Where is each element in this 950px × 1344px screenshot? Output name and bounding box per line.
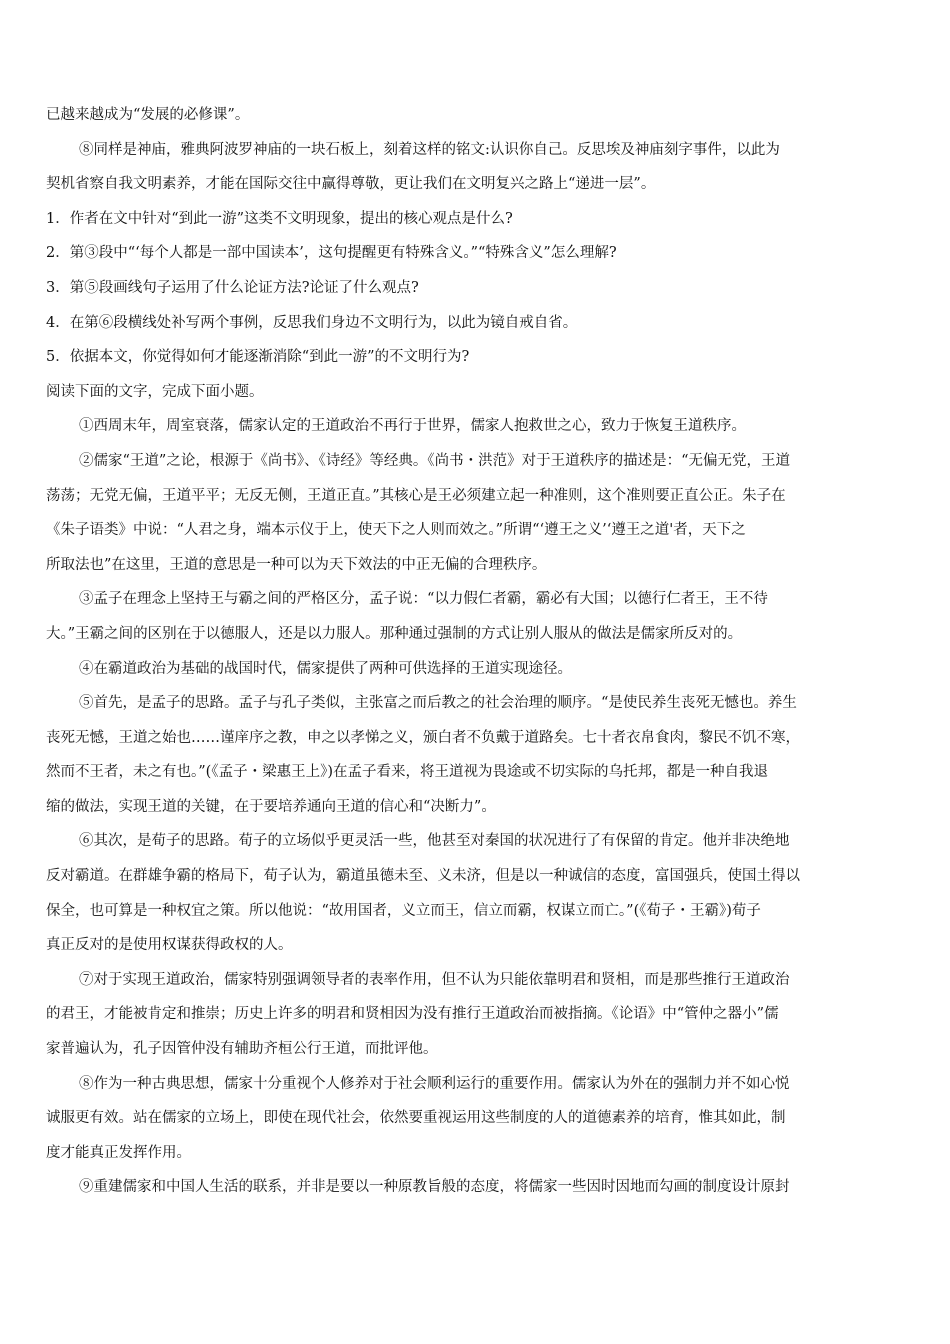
question-4: 4．在第⑥段横线处补写两个事例，反思我们身边不文明行为，以此为镜自戒自省。 (46, 314, 578, 331)
passage-paragraph-2-line-3: 《朱子语类》中说：“人君之身，端本示仪于上，使天下之人则而效之。”所谓“‘遵王之义’‘遵王之道'者，天下之 (46, 522, 746, 539)
paragraph-8-start: ⑧同样是神庙，雅典阿波罗神庙的一块石板上，刻着这样的铭文:认识你自己。反思埃及神庙刻字事件，以此为 (79, 141, 780, 158)
text-line-continuation: 已越来越成为“发展的必修课”。 (46, 107, 250, 123)
passage-paragraph-2-line-4: 所取法也”在这里，王道的意思是一种可以为天下效法的中正无偏的合理秩序。 (46, 556, 547, 573)
passage-paragraph-2-line-2: 荡荡；无党无偏，王道平平；无反无侧，王道正直。”其核心是王必须建立起一种准则，这个准则要正直公正。朱子在 (46, 487, 786, 504)
passage-paragraph-7-start: ⑦对于实现王道政治，儒家特别强调领导者的表率作用，但不认为只能依靠明君和贤相，而是那些推行王道政治 (79, 971, 790, 988)
passage-paragraph-7-line-2: 的君王，才能被肯定和推崇；历史上许多的明君和贤相因为没有推行王道政治而被指摘。《论语》中“管仲之器小”儒 (46, 1006, 779, 1023)
passage-paragraph-3-start: ③孟子在理念上坚持王与霸之间的严格区分，孟子说：“以力假仁者霸，霸必有大国；以德行仁者王，王不待 (79, 591, 768, 608)
passage-paragraph-1: ①西周末年，周室衰落，儒家认定的王道政治不再行于世界，儒家人抱救世之心，致力于恢复王道秩序。 (79, 418, 746, 435)
passage-paragraph-5-line-3: 然而不王者，未之有也。”(《孟子・梁惠王上》)在孟子看来，将王道视为畏途或不切实际的乌托邦，都是一种自我退 (46, 764, 768, 781)
passage-paragraph-2-start: ②儒家“王道”之论，根源于《尚书》、《诗经》等经典。《尚书・洪范》对于王道秩序的描述是：“无偏无党，王道 (79, 452, 790, 469)
passage-paragraph-5-line-4: 缩的做法，实现王道的关键，在于要培养通向王道的信心和“决断力”。 (46, 798, 496, 815)
passage-paragraph-5-line-2: 丧死无憾，王道之始也……谨庠序之教，申之以孝悌之义，颁白者不负戴于道路矣。七十者衣帛食肉，黎民不饥不寒， (46, 729, 800, 746)
passage-paragraph-6-line-3: 保全，也可算是一种权宜之策。所以他说：“故用国者，义立而王，信立而霸，权谋立而亡。”(《荀子・王霸》)荀子 (46, 902, 761, 919)
passage-paragraph-7-line-3: 家普遍认为，孔子因管仲没有辅助齐桓公行王道，而批评他。 (46, 1041, 438, 1058)
passage-paragraph-6-line-2: 反对霸道。在群雄争霸的格局下，荀子认为，霸道虽德未至、义未济，但是以一种诚信的态度，富国强兵，使国土得以 (46, 868, 800, 885)
question-5: 5．依据本文，你觉得如何才能逐渐消除“到此一游”的不文明行为? (46, 349, 470, 366)
passage-paragraph-8-line-2: 诚服更有效。站在儒家的立场上，即使在现代社会，依然要重视运用这些制度的人的道德素养的培育，惟其如此，制 (46, 1110, 786, 1127)
question-1: 1．作者在文中针对“到此一游”这类不文明现象，提出的核心观点是什么? (46, 210, 513, 227)
passage-paragraph-3-line-2: 大。”王霸之间的区别在于以德服人，还是以力服人。那种通过强制的方式让别人服从的做法是儒家所反对的。 (46, 625, 743, 642)
passage-paragraph-8-line-3: 度才能真正发挥作用。 (46, 1144, 191, 1161)
document-page (46, 98, 904, 1205)
passage-paragraph-4: ④在霸道政治为基础的战国时代，儒家提供了两种可供选择的王道实现途径。 (79, 660, 572, 677)
question-2: 2．第③段中“‘每个人都是一部中国读本’，这句提醒更有特殊含义。”“特殊含义”怎么理解? (46, 245, 617, 262)
passage-paragraph-9-start: ⑨重建儒家和中国人生活的联系，并非是要以一种原教旨般的态度，将儒家一些因时因地而勾画的制度设计原封 (79, 1179, 790, 1196)
passage-paragraph-5-start: ⑤首先，是孟子的思路。孟子与孔子类似，主张富之而后教之的社会治理的顺序。“是使民养生丧死无憾也。养生 (79, 695, 797, 712)
passage-paragraph-6-line-4: 真正反对的是使用权谋获得政权的人。 (46, 937, 293, 954)
paragraph-8-line-2: 契机省察自我文明素养，才能在国际交往中赢得尊敬，更让我们在文明复兴之路上“递进一层”。 (46, 176, 656, 193)
passage-paragraph-6-start: ⑥其次，是荀子的思路。荀子的立场似乎更灵活一些，他甚至对秦国的状况进行了有保留的肯定。他并非决绝地 (79, 833, 790, 850)
reading-instruction: 阅读下面的文字，完成下面小题。 (46, 383, 264, 400)
passage-paragraph-8-start: ⑧作为一种古典思想，儒家十分重视个人修养对于社会顺利运行的重要作用。儒家认为外在的强制力并不如心悦 (79, 1075, 790, 1092)
question-3: 3．第⑤段画线句子运用了什么论证方法?论证了什么观点? (46, 279, 419, 296)
